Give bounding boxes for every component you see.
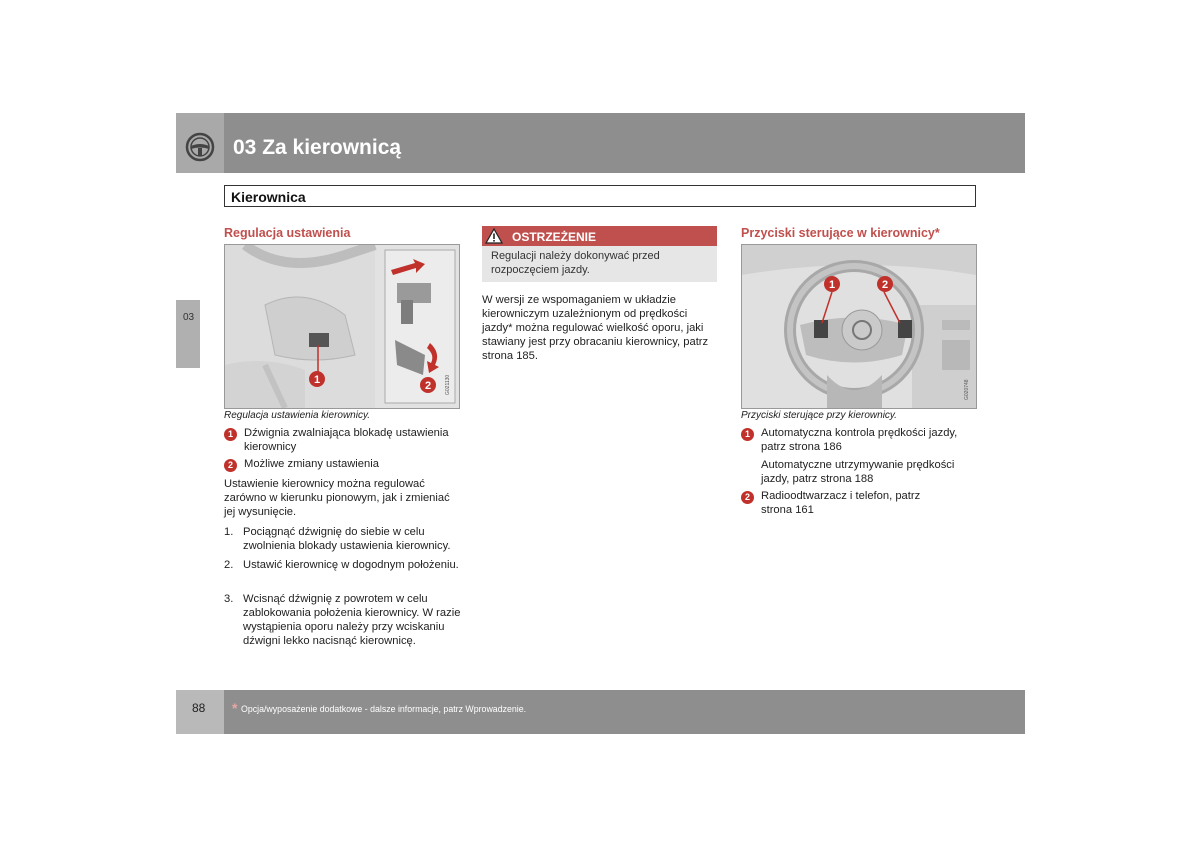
svg-text:2: 2 (424, 380, 432, 392)
right-callout-2-text: Radioodtwarzacz i telefon, patrz strona 161 (761, 490, 921, 516)
step-item (224, 592, 461, 650)
svg-text:G021130: G021130 (445, 374, 451, 395)
steering-wheel-illustration (742, 245, 976, 408)
steering-adjustment-figure (224, 244, 460, 409)
right-callout-1b-text: Automatyczne utrzymywanie prędkości jazdy, patrz strona 188 (761, 459, 955, 485)
chapter-title: 03 Za kierownicą (233, 136, 402, 159)
svg-text:1: 1 (828, 279, 836, 291)
side-tab-label: 03 (183, 312, 195, 323)
left-paragraph: Ustawienie kierownicy można regulować zarówno w kierunku pionowym, jak i zmieniać jej wysunięcie. (224, 478, 450, 518)
callout-badge-2: 2 (741, 491, 754, 504)
left-figure-caption: Regulacja ustawienia kierownicy. (224, 410, 370, 421)
step-number: 2. (224, 559, 234, 571)
right-heading: Przyciski sterujące w kierownicy* (741, 226, 940, 240)
footnote-star: * (232, 700, 238, 716)
step-text: Ustawić kierownicę w dogodnym położeniu. (243, 559, 459, 571)
step-number: 1. (224, 526, 234, 538)
section-title: Kierownica (231, 189, 306, 205)
callout-badge-2: 2 (224, 459, 237, 472)
left-callout-1-text: Dźwignia zwalniająca blokadę ustawienia kierownicy (244, 427, 449, 453)
svg-text:1: 1 (313, 374, 321, 386)
svg-text:2: 2 (881, 279, 889, 291)
warning-title: OSTRZEŻENIE (512, 230, 597, 244)
chapter-side-tab (176, 300, 200, 368)
steering-wheel-icon (185, 132, 215, 162)
left-heading: Regulacja ustawienia (224, 226, 351, 240)
step-text: Wcisnąć dźwignię z powrotem w celu zablokowania położenia kierownicy. W razie wystąpienia oporu należy przy wciskaniu dźwigni lekko nacisnąć kierownicę. (243, 593, 461, 647)
page-number: 88 (192, 701, 206, 715)
callout-badge-1: 1 (224, 428, 237, 441)
warning-triangle-icon (485, 228, 503, 244)
footnote-text: Opcja/wyposażenie dodatkowe - dalsze informacje, patrz Wprowadzenie. (241, 704, 527, 714)
right-figure-caption: Przyciski sterujące przy kierownicy. (741, 410, 897, 421)
steering-buttons-figure (741, 244, 977, 409)
right-callout-1-text: Automatyczna kontrola prędkości jazdy, patrz strona 186 (761, 427, 958, 453)
callout-badge-1: 1 (741, 428, 754, 441)
steering-adjustment-illustration (225, 245, 459, 408)
step-text: Pociągnąć dźwignię do siebie w celu zwolnienia blokady ustawienia kierownicy. (243, 526, 451, 552)
step-item (224, 558, 461, 588)
step-item (224, 525, 461, 555)
section-title-box (224, 185, 976, 207)
step-number: 3. (224, 593, 234, 605)
left-callout-2-text: Możliwe zmiany ustawienia (244, 458, 379, 470)
warning-text: Regulacji należy dokonywać przed rozpoczęciem jazdy. (491, 250, 660, 276)
middle-paragraph: W wersji ze wspomaganiem w układzie kierowniczym uzależnionym od prędkości jazdy* można regulować wielkość oporu, jaki stawiany jest przy obracaniu kierownicy, patrz strona 185. (482, 294, 709, 362)
svg-text:G020748: G020748 (964, 379, 970, 400)
